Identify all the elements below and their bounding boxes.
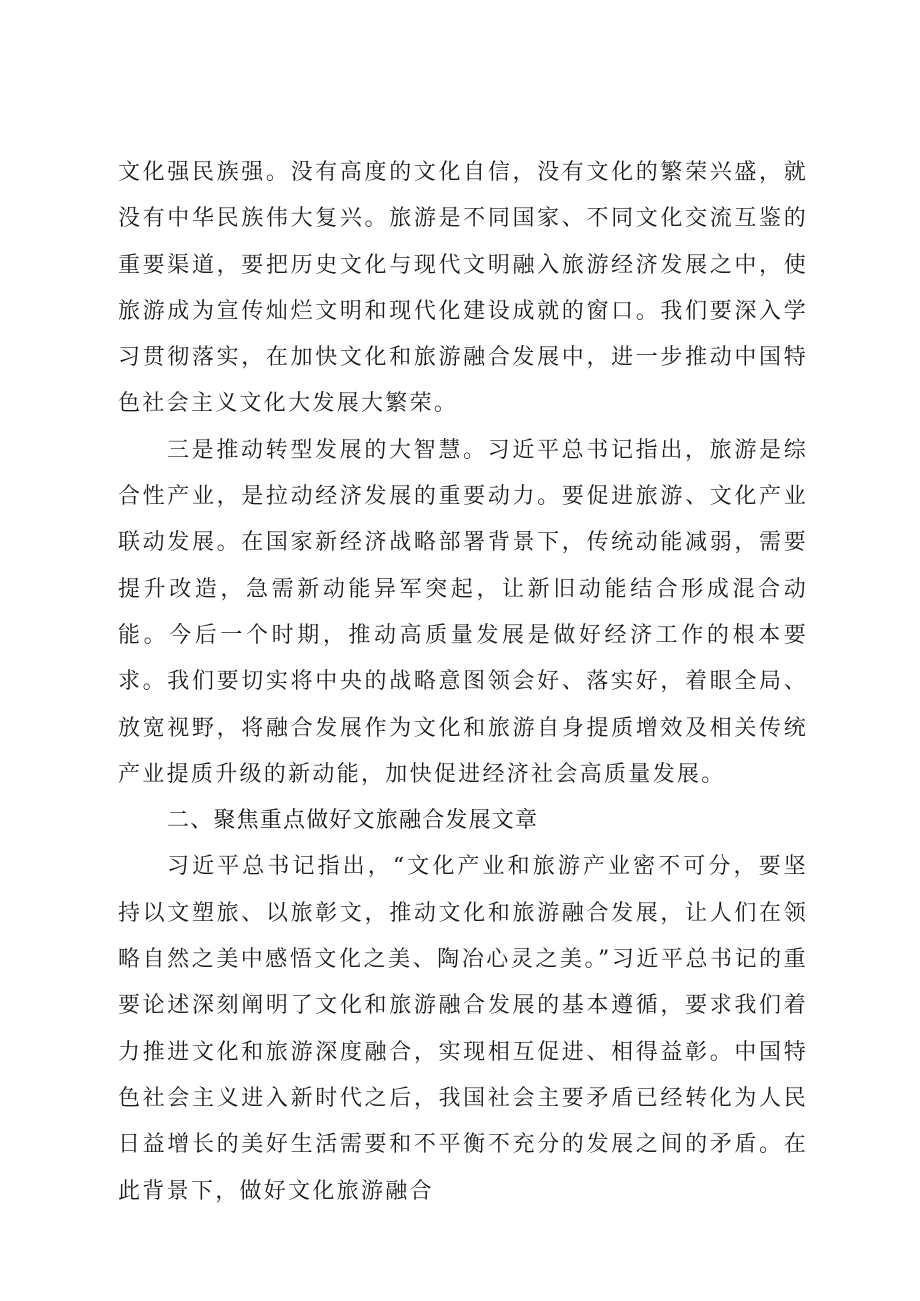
section-heading: 二、聚焦重点做好文旅融合发展文章 [167, 808, 539, 834]
body-paragraph-3: 习近平总书记指出，“文化产业和旅游产业密不可分，要坚持以文塑旅、以旅彰文，推动文化和旅游融合发展，让人们在领略自然之美中感悟文化之美、陶冶心灵之美。”习近平总书记的重要论述深刻阐明了文化和旅游融合发展的基本遵循，要求我们着力推进文化和旅游深度融合，实现相互促进、相得益彰。中国特色社会主义进入新时代之后，我国社会主要矛盾已经转化为人民日益增长的美好生活需要和不平衡不充分的发展之间的矛盾。在此背景下，做好文化旅游融合 [118, 854, 808, 1204]
body-paragraph-1: 文化强民族强。没有高度的文化自信，没有文化的繁荣兴盛，就没有中华民族伟大复兴。旅游是不同国家、不同文化交流互鉴的重要渠道，要把历史文化与现代文明融入旅游经济发展之中，使旅游成为宣传灿烂文明和现代化建设成就的窗口。我们要深入学习贯彻落实，在加快文化和旅游融合发展中，进一步推动中国特色社会主义文化大发展大繁荣。 [118, 160, 808, 417]
document-body [118, 150, 808, 1215]
body-paragraph-2: 三是推动转型发展的大智慧。习近平总书记指出，旅游是综合性产业，是拉动经济发展的重要动力。要促进旅游、文化产业联动发展。在国家新经济战略部署背景下，传统动能减弱，需要提升改造，急需新动能异军突起，让新旧动能结合形成混合动能。今后一个时期，推动高质量发展是做好经济工作的根本要求。我们要切实将中央的战略意图领会好、落实好，着眼全局、放宽视野，将融合发展作为文化和旅游自身提质增效及相关传统产业提质升级的新动能，加快促进经济社会高质量发展。 [118, 437, 808, 787]
